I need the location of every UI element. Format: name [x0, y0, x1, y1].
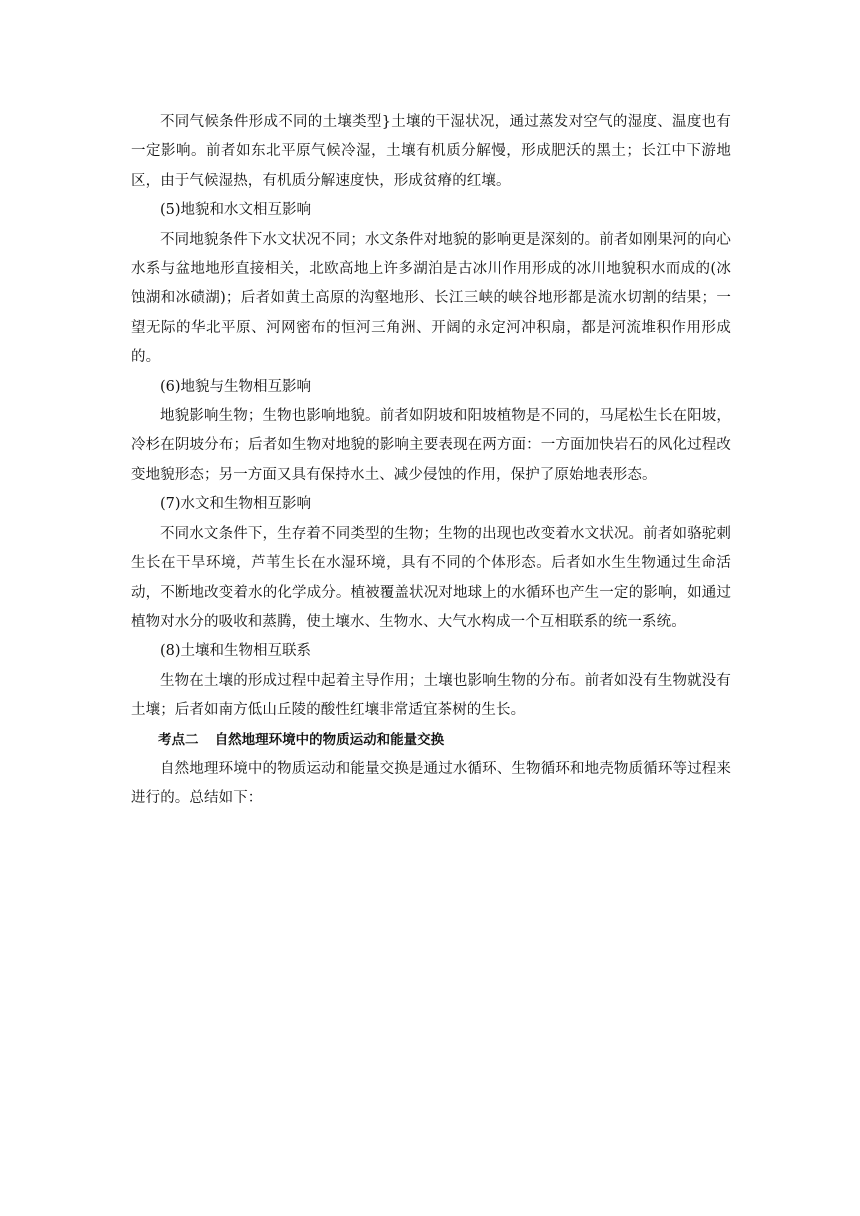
- paragraph-climate-soil: 不同气候条件形成不同的土壤类型}土壤的干湿状况，通过蒸发对空气的湿度、温度也有一定影响。前者如东北平原气候冷湿，土壤有机质分解慢，形成肥沃的黑土；长江中下游地区，由于气候湿热，有机质分解速度快，形成贫瘠的红壤。: [131, 114, 731, 189]
- subheading-landform-biology: (6)地貌与生物相互影响: [160, 378, 312, 395]
- section-label: 考点二: [158, 731, 199, 748]
- paragraph-summary: 自然地理环境中的物质运动和能量交换是通过水循环、生物循环和地壳物质循环等过程来进行的。总结如下：: [131, 760, 731, 807]
- paragraph-soil-biology: 生物在土壤的形成过程中起着主导作用；土壤也影响生物的分布。前者如没有生物就没有土壤；后者如南方低山丘陵的酸性红壤非常适宜茶树的生长。: [131, 672, 731, 719]
- section-title: 自然地理环境中的物质运动和能量交换: [214, 731, 445, 748]
- subheading-landform-hydrology: (5)地貌和水文相互影响: [160, 202, 312, 219]
- section-heading: [131, 726, 731, 755]
- paragraph-landform-biology: 地貌影响生物；生物也影响地貌。前者如阴坡和阳坡植物是不同的，马尾松生长在阳坡，冷杉在阴坡分布；后者如生物对地貌的影响主要表现在两方面：一方面加快岩石的风化过程改变地貌形态；另一方面又具有保持水土、减少侵蚀的作用，保护了原始地表形态。: [131, 408, 731, 483]
- paragraph-hydrology-biology: 不同水文条件下，生存着不同类型的生物；生物的出现也改变着水文状况。前者如骆驼刺生长在干旱环境，芦苇生长在水湿环境，具有不同的个体形态。后者如水生生物通过生命活动，不断地改变着水的化学成分。植被覆盖状况对地球上的水循环也产生一定的影响，如通过植物对水分的吸收和蒸腾，使土壤水、生物水、大气水构成一个互相联系的统一系统。: [131, 525, 731, 630]
- paragraph-landform-hydrology: 不同地貌条件下水文状况不同；水文条件对地貌的影响更是深刻的。前者如刚果河的向心水系与盆地地形直接相关，北欧高地上许多湖泊是古冰川作用形成的冰川地貌积水而成的(冰蚀湖和冰碛湖)；后者如黄土高原的沟壑地形、长江三峡的峡谷地形都是流水切割的结果；一望无际的华北平原、河网密布的恒河三角洲、开阔的永定河冲积扇，都是河流堆积作用形成的。: [131, 231, 731, 366]
- subheading-hydrology-biology: (7)水文和生物相互影响: [160, 496, 312, 513]
- document-page: [131, 108, 731, 814]
- subheading-soil-biology: (8)土壤和生物相互联系: [160, 643, 312, 660]
